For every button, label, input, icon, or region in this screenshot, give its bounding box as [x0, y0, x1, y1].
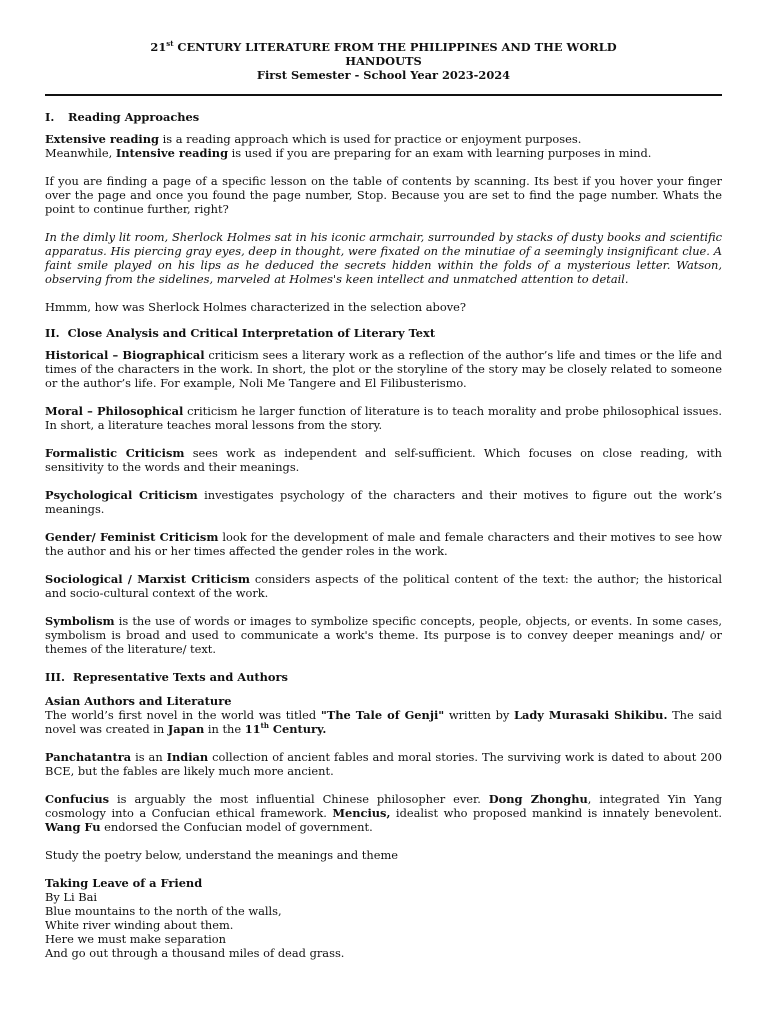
subheading-asian-authors: Asian Authors and Literature	[45, 694, 232, 708]
poem-line: Blue mountains to the north of the walls,	[45, 904, 282, 918]
poem-author: By Li Bai	[45, 890, 98, 904]
section-heading-reading-approaches: I. Reading Approaches	[45, 110, 200, 124]
panchatantra-paragraph: Panchatantra is an Indian collection of ancient fables and moral stories. The surviving work is dated to about 200 BCE, but the fables are likely much more ancient.	[45, 750, 722, 778]
sherlock-question: Hmmm, how was Sherlock Holmes characterized in the selection above?	[45, 300, 466, 314]
criticism-gender-feminist: Gender/ Feminist Criticism look for the development of male and female characters and their motives to see how the author and his or her times affected the gender roles in the work.	[45, 530, 722, 558]
handout-page	[45, 40, 722, 960]
header-semester: First Semester - School Year 2023-2024	[256, 68, 511, 82]
extensive-reading-paragraph: Extensive reading is a reading approach which is used for practice or enjoyment purposes. Meanwhile, Intensive reading is used if you are preparing for an exam with learning purposes in mind.	[45, 132, 652, 160]
poem-title: Taking Leave of a Friend	[45, 876, 203, 890]
header-divider	[45, 94, 722, 96]
tale-of-genji-paragraph: The world’s first novel in the world was titled "The Tale of Genji" written by Lady Murasaki Shikibu. The said novel was created in Japan in the 11th Century.	[45, 708, 722, 736]
poem-block	[45, 876, 722, 960]
poem-line: Here we must make separation	[45, 932, 226, 946]
section-heading-close-analysis: II. Close Analysis and Critical Interpretation of Literary Text	[45, 326, 436, 340]
scanning-paragraph: If you are finding a page of a specific lesson on the table of contents by scanning. Its best if you hover your finger over the page and once you found the page number, Stop. Because you are set to find the page number. Whats the point to continue further, right?	[45, 174, 722, 216]
document-header	[45, 40, 722, 82]
study-instruction: Study the poetry below, understand the meanings and theme	[45, 848, 399, 862]
header-handouts: HANDOUTS	[345, 54, 422, 68]
section-heading-representative-texts: III. Representative Texts and Authors	[45, 670, 288, 684]
poem-line: And go out through a thousand miles of dead grass.	[45, 946, 345, 960]
confucius-paragraph: Confucius is arguably the most influential Chinese philosopher ever. Dong Zhonghu, integrated Yin Yang cosmology into a Confucian ethical framework. Mencius, idealist who proposed mankind is innately benevolent. Wang Fu endorsed the Confucian model of government.	[45, 792, 722, 834]
criticism-historical-biographical: Historical – Biographical criticism sees a literary work as a reflection of the author’s life and times or the life and times of the characters in the work. In short, the plot or the storyline of the story may be closely related to someone or the author’s life. For example, Noli Me Tangere and El Filibusterismo.	[45, 348, 723, 390]
criticism-moral-philosophical: Moral – Philosophical criticism he larger function of literature is to teach morality and probe philosophical issues. In short, a literature teaches moral lessons from the story.	[45, 404, 722, 432]
poem-line: White river winding about them.	[45, 918, 234, 932]
criticism-symbolism: Symbolism is the use of words or images to symbolize specific concepts, people, objects, or events. In some cases, symbolism is broad and used to communicate a work's theme. Its purpose is to convey deeper meanings and/ or themes of the literature/ text.	[45, 614, 722, 656]
criticism-formalistic: Formalistic Criticism sees work as independent and self-sufficient. Which focuses on close reading, with sensitivity to the words and their meanings.	[45, 446, 723, 474]
header-course-title: 21st CENTURY LITERATURE FROM THE PHILIPPINES AND THE WORLD	[150, 39, 617, 54]
criticism-psychological: Psychological Criticism investigates psychology of the characters and their motives to figure out the work’s meanings.	[45, 488, 722, 516]
criticism-sociological-marxist: Sociological / Marxist Criticism considers aspects of the political content of the text: the author; the historical and socio-cultural context of the work.	[45, 572, 723, 600]
sherlock-excerpt: In the dimly lit room, Sherlock Holmes sat in his iconic armchair, surrounded by stacks of dusty books and scientific apparatus. His piercing gray eyes, deep in thought, were fixated on the minutiae of a seemingly insignificant clue. A faint smile played on his lips as he deduced the secrets hidden within the folds of a mysterious letter. Watson, observing from the sidelines, marveled at Holmes's keen intellect and unmatched attention to detail.	[45, 230, 722, 286]
